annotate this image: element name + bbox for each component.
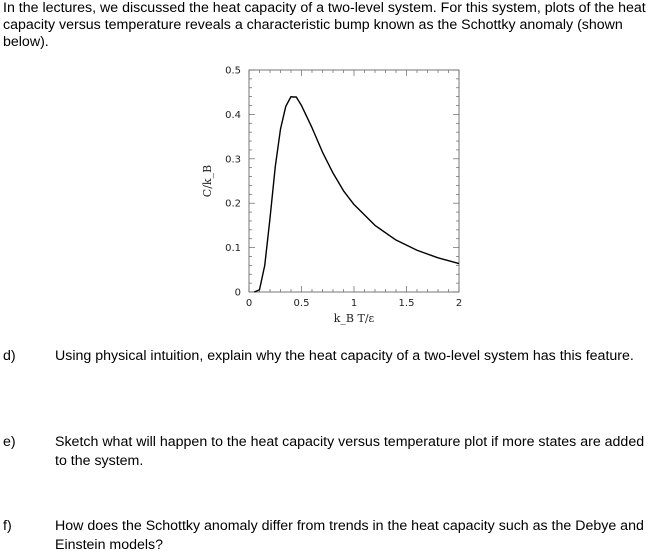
- question-f-text: How does the Schottky anomaly differ from trends in the heat capacity such as the Debye and Einstein models?: [55, 518, 644, 553]
- chart-svg: [195, 58, 475, 338]
- y-tick-label: 0.5: [225, 65, 241, 77]
- question-d-letter: d): [3, 348, 16, 364]
- y-tick-label: 0: [234, 287, 241, 299]
- intro-paragraph: In the lectures, we discussed the heat capacity of a two-level system. For this system, plots of the heat capacity versus temperature reveals a characteristic bump known as the Schottky anomaly (shown below).: [3, 0, 646, 50]
- y-tick-label: 0.3: [225, 154, 241, 166]
- question-e-text: Sketch what will happen to the heat capacity versus temperature plot if more states are added to the system.: [55, 434, 645, 469]
- y-tick-label: 0.2: [225, 198, 241, 210]
- y-tick-label: 0.4: [225, 109, 241, 121]
- x-tick-label: 1.5: [398, 298, 415, 309]
- y-tick-label: 0.1: [225, 243, 241, 255]
- x-tick-label: 0.5: [293, 298, 310, 309]
- schottky-anomaly-chart: [195, 58, 475, 338]
- x-tick-label: 2: [455, 298, 463, 309]
- x-tick-label: 1: [350, 298, 358, 309]
- question-e: [3, 433, 658, 471]
- question-d: [3, 347, 658, 366]
- question-f: [3, 517, 658, 555]
- y-axis-label: C/k_B: [201, 164, 214, 198]
- question-f-letter: f): [3, 518, 12, 534]
- question-e-letter: e): [3, 434, 16, 450]
- schottky-curve: [254, 97, 459, 292]
- plot-frame: [249, 70, 459, 292]
- x-axis-label: k_B T/ε: [333, 312, 375, 325]
- question-d-text: Using physical intuition, explain why the heat capacity of a two-level system has this feature.: [55, 348, 634, 364]
- x-tick-label: 0: [245, 298, 253, 309]
